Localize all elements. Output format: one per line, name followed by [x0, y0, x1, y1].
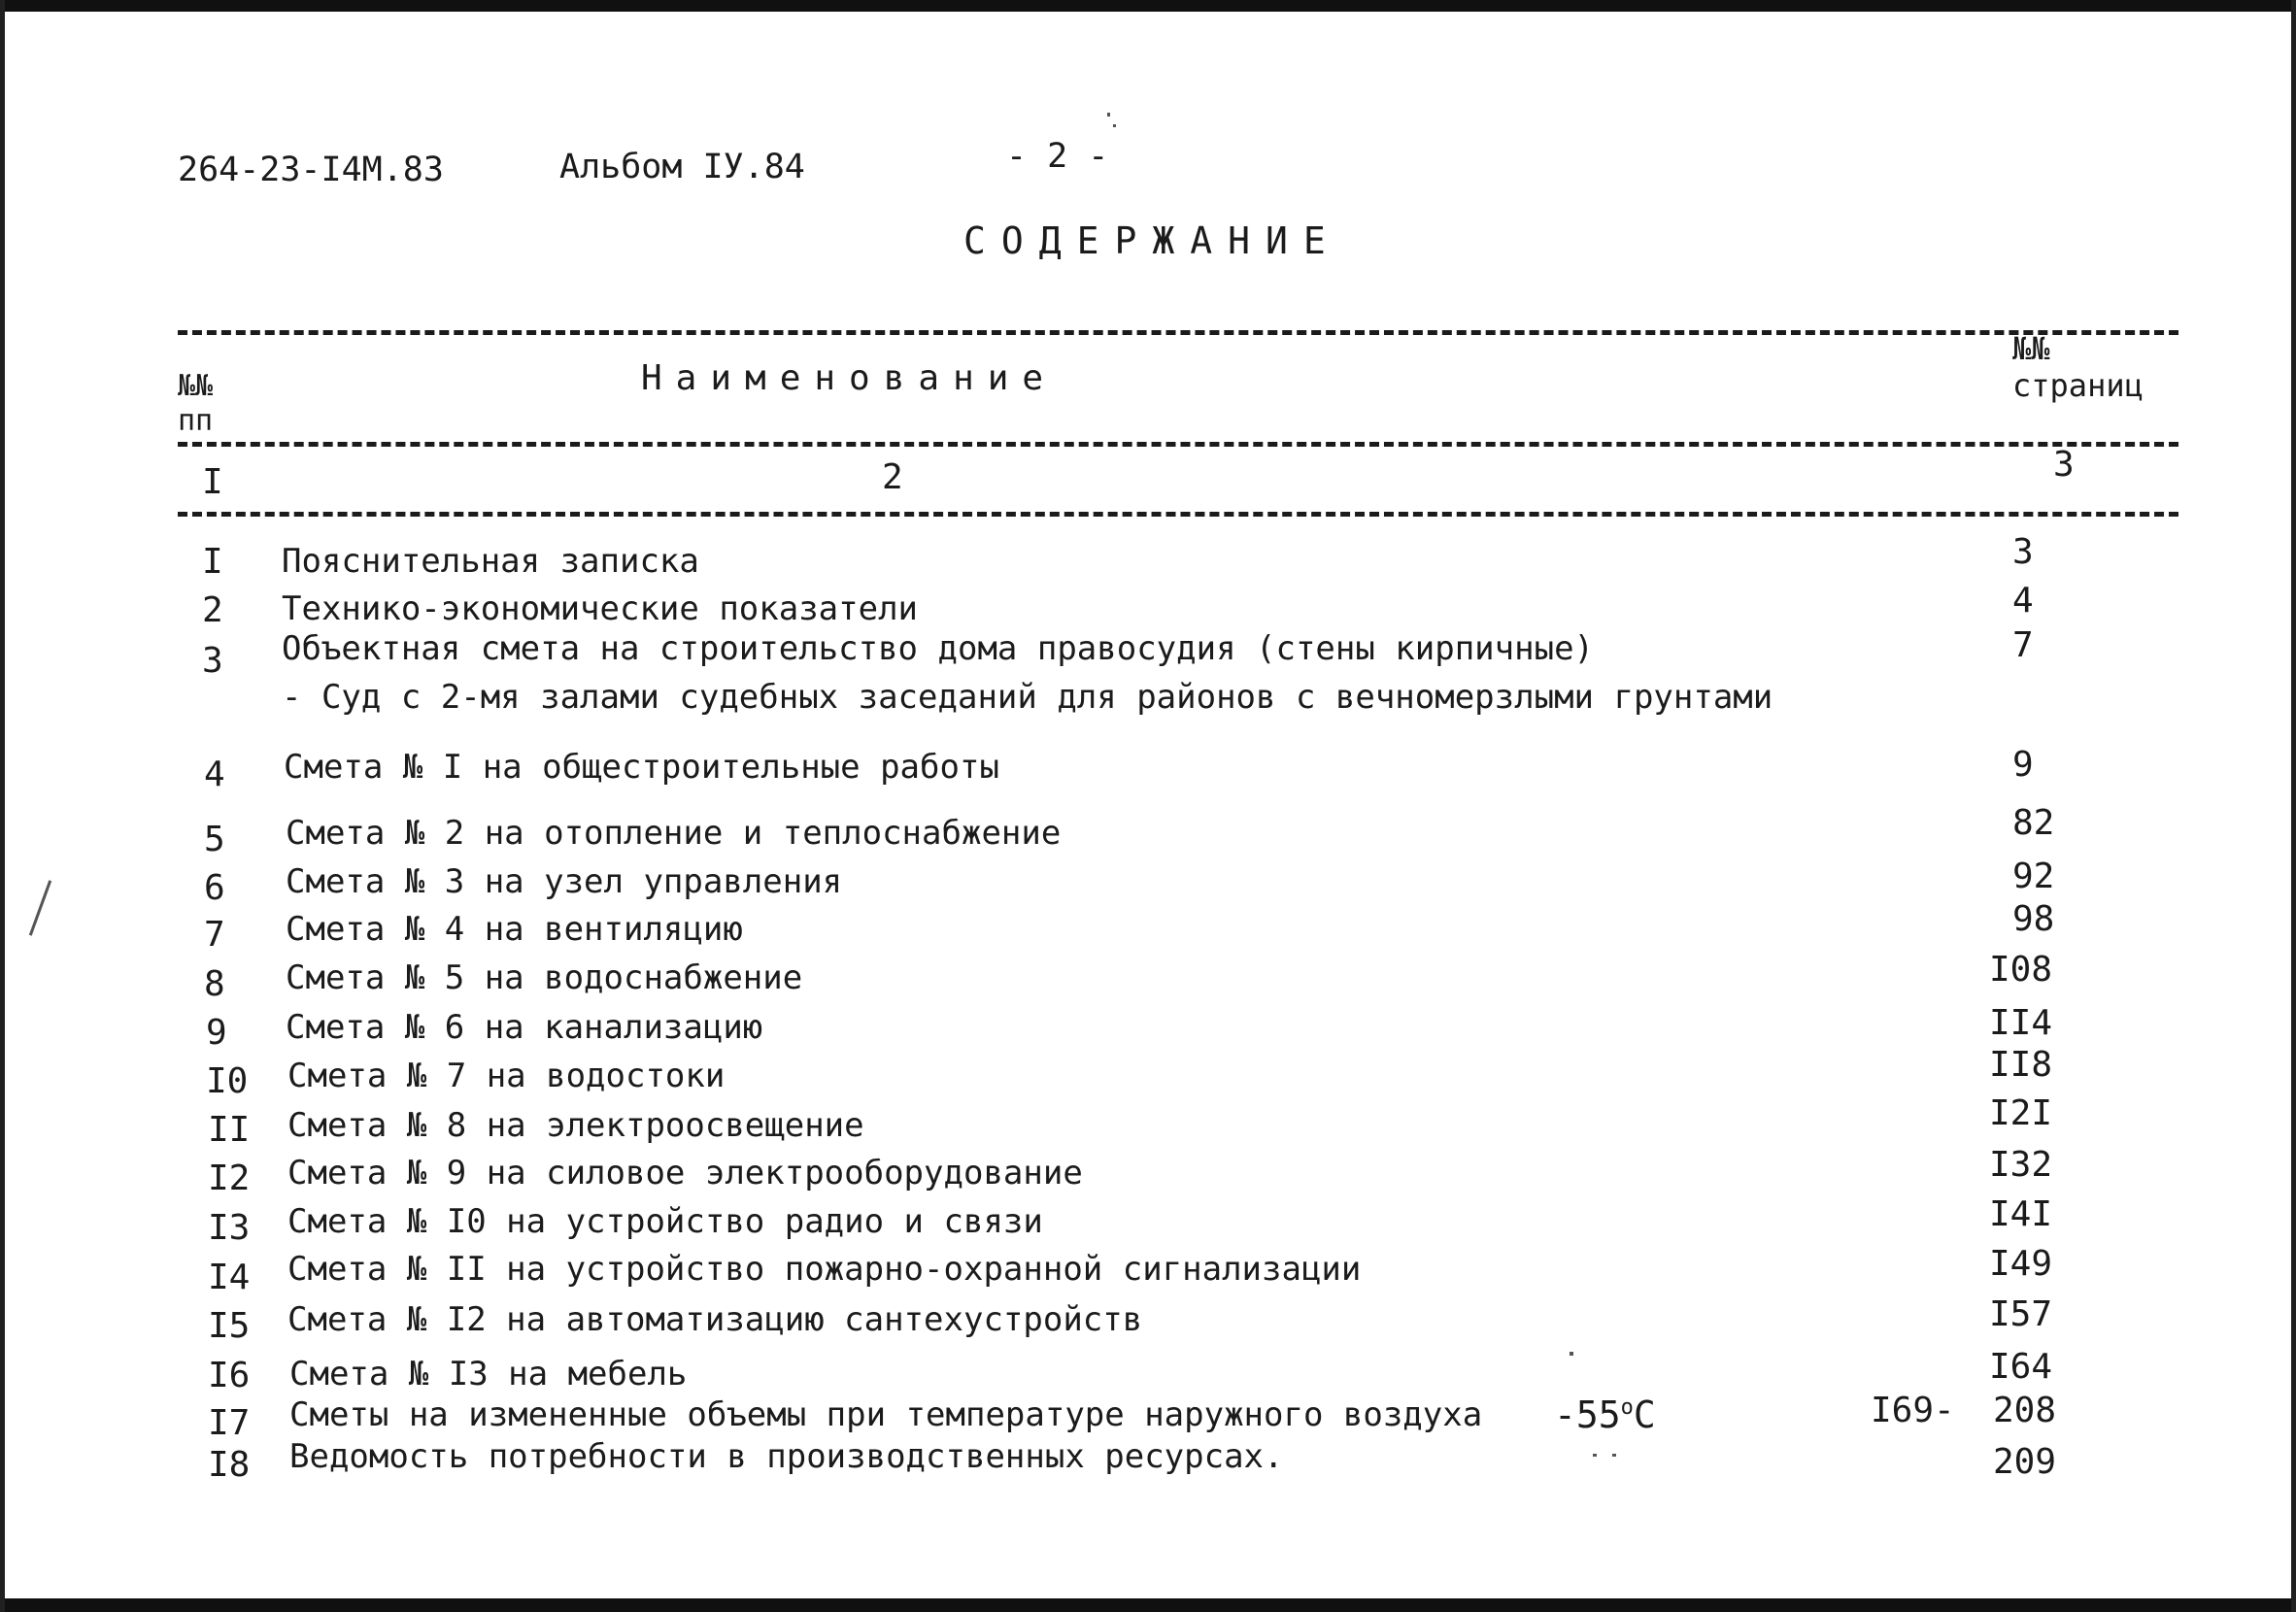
row-number: 8 [204, 964, 225, 1004]
table-rule-colnums [178, 512, 2178, 517]
row-title: Смета № II на устройство пожарно-охранной сигнализации [287, 1250, 1362, 1289]
row-page: 82 [2012, 803, 2055, 843]
col-number-1: I [202, 462, 223, 502]
table-rule-header [178, 442, 2178, 447]
row-number: 7 [204, 915, 225, 955]
row-title: Смета № 9 на силовое электрооборудование [287, 1154, 1083, 1192]
scan-speck [1113, 124, 1116, 127]
scan-speck [1107, 113, 1110, 117]
row-title: Пояснительная записка [282, 542, 699, 581]
scan-top-edge [0, 0, 2296, 12]
page-number: - 2 - [1006, 137, 1109, 176]
row-number: II [208, 1110, 251, 1150]
row-number: I3 [208, 1208, 251, 1248]
row-page: 3 [2012, 532, 2034, 572]
row-title: Сметы на измененные объемы при температуре наружного воздуха [289, 1395, 1483, 1434]
row-page: I49 [1989, 1244, 2053, 1284]
row-number: I7 [208, 1403, 251, 1443]
row-title: Ведомость потребности в производственных ресурсах. [289, 1437, 1284, 1476]
row-number: 6 [204, 868, 225, 908]
row-temperature [1554, 1389, 1656, 1434]
row-page: 7 [2012, 625, 2034, 665]
row-number: 2 [202, 590, 223, 630]
row-page: II4 [1989, 1003, 2053, 1043]
row-title: Смета № I2 на автоматизацию сантехустройств [287, 1300, 1143, 1339]
row-title: Смета № 6 на канализацию [286, 1008, 763, 1047]
header-num [178, 369, 213, 439]
header-num-line1: №№ [178, 369, 214, 403]
row-page: I08 [1989, 950, 2053, 990]
row-title: Смета № 4 на вентиляцию [286, 910, 743, 949]
header-pages [2012, 330, 2144, 404]
row-page: 9 [2012, 745, 2034, 785]
row-number: I6 [208, 1356, 251, 1395]
row-title: Смета № 8 на электроосвещение [287, 1106, 864, 1145]
row-title: Технико-экономические показатели [282, 589, 919, 628]
header-num-line2: пп [178, 404, 214, 438]
row-number: 4 [204, 755, 225, 794]
row-page-from: I69- [1871, 1391, 1955, 1430]
row-title: Смета № 7 на водостоки [287, 1057, 726, 1095]
header-pages-line2: страниц [2012, 367, 2144, 404]
scan-speck [1570, 1352, 1573, 1356]
scan-left-edge [0, 0, 5, 1612]
scan-speck [29, 880, 51, 935]
col-number-2: 2 [882, 457, 903, 497]
row-number: I2 [208, 1159, 251, 1198]
table-rule-top [178, 330, 2178, 335]
header-pages-line1: №№ [2012, 330, 2050, 367]
row-title-continued: - Суд с 2-мя залами судебных заседаний для районов с вечномерзлыми грунтами [282, 678, 1773, 717]
row-page: I4I [1989, 1194, 2053, 1234]
album-label: Альбом IУ.84 [559, 148, 805, 186]
row-number: I8 [208, 1445, 251, 1485]
row-page: 4 [2012, 581, 2034, 621]
scan-bottom-edge [0, 1598, 2296, 1612]
row-page: 98 [2012, 899, 2055, 939]
page-title: СОДЕРЖАНИЕ [963, 219, 1341, 262]
scan-speck [1593, 1454, 1597, 1457]
row-page: I32 [1989, 1145, 2053, 1185]
row-page: II8 [1989, 1045, 2053, 1085]
row-number: I0 [206, 1061, 249, 1101]
row-title: Смета № I0 на устройство радио и связи [287, 1202, 1043, 1241]
row-page: 209 [1993, 1442, 2057, 1482]
row-number: 5 [204, 820, 225, 859]
header-name: Наименование [641, 358, 1058, 398]
row-number: I4 [208, 1258, 251, 1297]
scan-right-edge [2291, 0, 2296, 1612]
row-title: Смета № I на общестроительные работы [284, 748, 999, 787]
row-number: 3 [202, 641, 223, 681]
row-page: 92 [2012, 856, 2055, 896]
temperature-value: -55 [1554, 1394, 1621, 1436]
row-page: I57 [1989, 1294, 2053, 1334]
row-number: I [202, 542, 223, 582]
row-title: Смета № I3 на мебель [289, 1355, 688, 1394]
row-title: Смета № 2 на отопление и теплоснабжение [286, 814, 1062, 853]
row-title: Объектная смета на строительство дома правосудия (стены кирпичные) [282, 629, 1595, 668]
row-page: 208 [1993, 1391, 2057, 1430]
row-title: Смета № 3 на узел управления [286, 862, 843, 901]
row-number: I5 [208, 1306, 251, 1346]
row-number: 9 [206, 1013, 227, 1053]
scan-speck [1612, 1454, 1616, 1457]
degree-sign: о [1620, 1395, 1634, 1420]
row-page: I2I [1989, 1093, 2053, 1133]
col-number-3: 3 [2053, 445, 2075, 485]
row-title: Смета № 5 на водоснабжение [286, 958, 803, 997]
row-page: I64 [1989, 1347, 2053, 1387]
doc-code: 264-23-I4M.83 [178, 151, 444, 189]
temperature-unit: С [1633, 1394, 1656, 1436]
